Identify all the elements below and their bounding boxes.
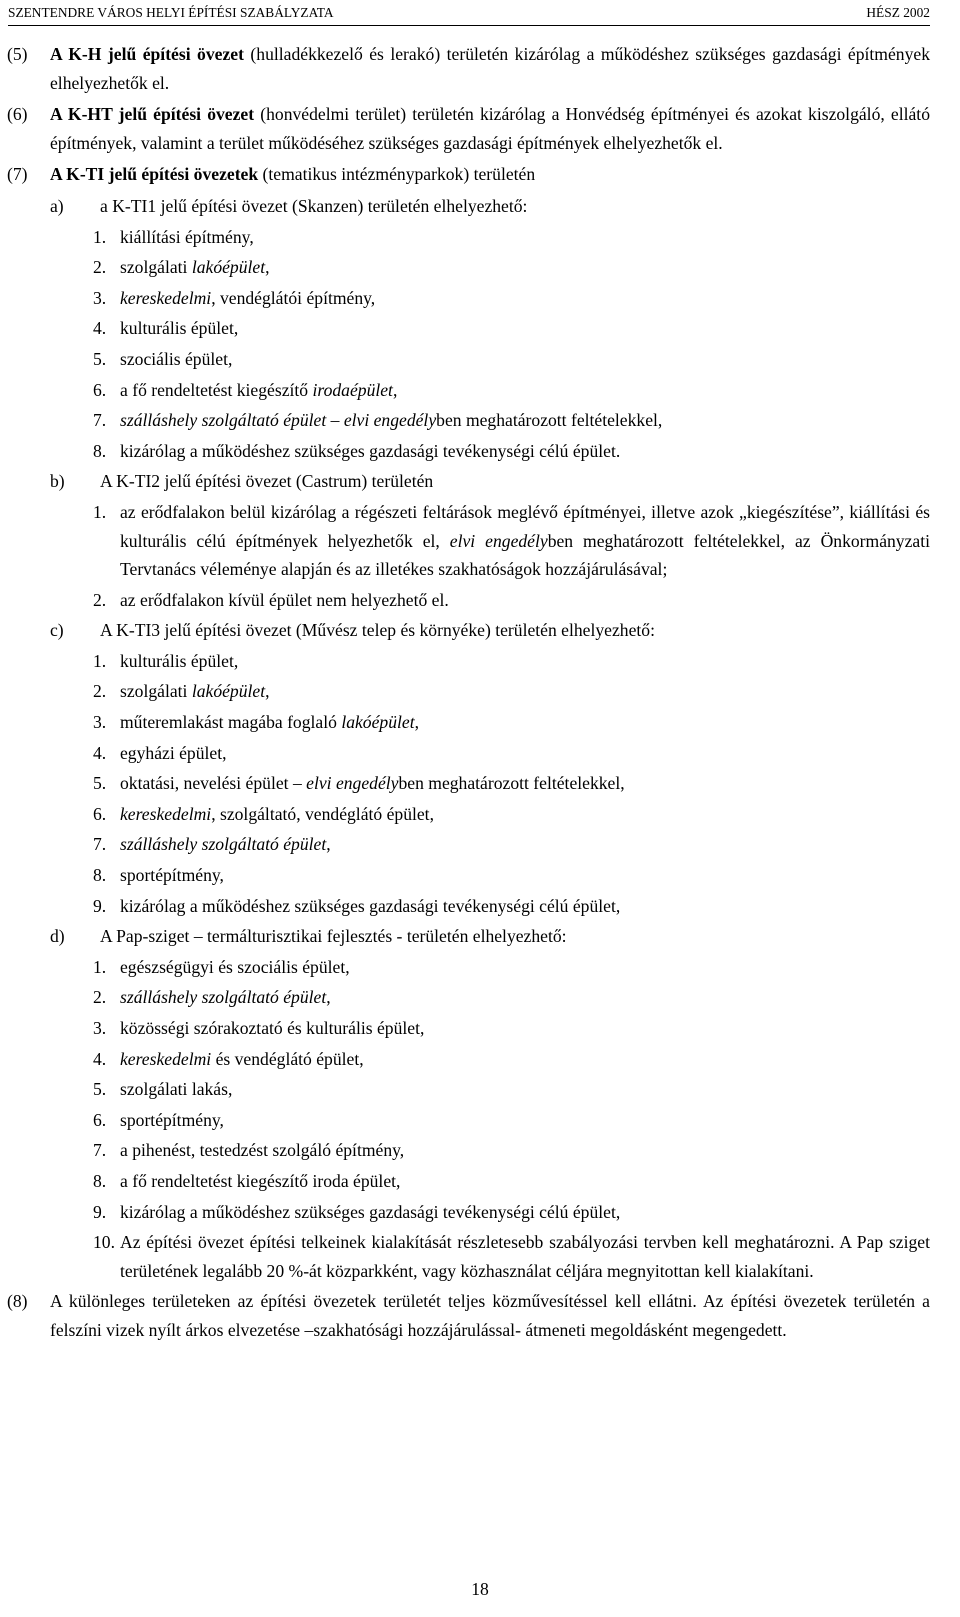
list-item [50, 892, 960, 921]
subsection-text: A K-TI3 jelű építési övezet (Művész telep és környéke) területén elhelyezhető: [100, 620, 655, 641]
paragraph-5 [0, 40, 930, 97]
item-text: , [265, 257, 270, 278]
item-number: 2. [93, 987, 107, 1008]
item-number: 3. [93, 287, 107, 308]
list-item [50, 983, 960, 1012]
item-text: a pihenést, testedzést szolgáló építmény, [120, 1140, 405, 1161]
list-item [50, 406, 960, 435]
item-number: 5. [93, 773, 107, 794]
item-text-italic: elvi engedély [449, 530, 548, 551]
item-number: 4. [93, 1048, 107, 1069]
item-text-italic: lakóépület [191, 257, 266, 278]
paragraph-text: A különleges területeken az építési övezetek területét teljes közművesítéssel kell ellátni. Az építési övezetek területén a felszíni vizek nyílt árkos elvezetése –szakhatósági hozzájárulással- átmeneti megoldásként megengedett. [50, 1291, 930, 1340]
list-item [50, 253, 960, 282]
item-text: kizárólag a működéshez szükséges gazdasági tevékenységi célú épület, [120, 1201, 621, 1222]
item-number: 1. [93, 956, 107, 977]
item-number: 8. [93, 865, 107, 886]
item-number: 4. [93, 318, 107, 339]
list-item [50, 345, 960, 374]
item-number: 4. [93, 742, 107, 763]
list-item [50, 1014, 960, 1043]
paragraph-number: (6) [7, 104, 28, 125]
item-number: 6. [93, 379, 107, 400]
item-text: , [265, 681, 270, 702]
item-number: 5. [93, 1079, 107, 1100]
list-item [50, 708, 960, 737]
item-number: 6. [93, 803, 107, 824]
item-text: kizárólag a működéshez szükséges gazdasági tevékenységi célú épület, [120, 895, 621, 916]
list-item [50, 1167, 960, 1196]
list-item [50, 677, 960, 706]
paragraph-text: (honvédelmi terület) területén kizárólag a Honvédség építményei és azokat kiszolgáló, ellátó építmények, valamint a terület működéséhez szükséges gazdasági építmények elhelyezhetők el. [50, 104, 930, 153]
item-text: kulturális épület, [120, 650, 239, 671]
list-d [0, 953, 960, 1226]
list-item [50, 498, 930, 584]
item-number: 8. [93, 1170, 107, 1191]
item-text: egyházi épület, [120, 742, 227, 763]
item-number: 10. [93, 1232, 115, 1253]
paragraph-8 [0, 1287, 930, 1344]
item-text: ben meghatározott feltételekkel, [398, 773, 625, 794]
subsection-label: a) [50, 195, 64, 216]
item-text: , [392, 379, 398, 400]
item-number: 5. [93, 348, 107, 369]
list-item [50, 830, 960, 859]
item-text: sportépítmény, [120, 1109, 224, 1130]
item-text-italic: lakóépület [191, 681, 266, 702]
list-item [50, 953, 960, 982]
item-text-italic: irodaépület [312, 379, 393, 400]
list-item [50, 437, 960, 466]
item-text: közösségi szórakoztató és kulturális épület, [120, 1018, 425, 1038]
list-item [50, 1106, 960, 1135]
item-text: és vendéglátó épület, [211, 1048, 364, 1069]
item-text: szolgálati [120, 257, 192, 278]
item-text: , [414, 712, 419, 733]
list-d-tail [0, 1228, 960, 1285]
item-text: , szolgáltató, vendéglátó épület, [211, 803, 434, 824]
item-text: szociális épület, [120, 348, 233, 369]
item-text: sportépítmény, [120, 865, 224, 886]
item-text: kizárólag a működéshez szükséges gazdasági tevékenységi célú épület. [120, 440, 621, 461]
item-text-italic: szálláshely szolgáltató épület – elvi engedély [120, 410, 437, 431]
header-title: SZENTENDRE VÁROS HELYI ÉPÍTÉSI SZABÁLYZATA [8, 5, 334, 20]
item-text-italic: lakóépület [341, 712, 415, 733]
item-number: 1. [93, 226, 107, 247]
paragraph-bold-lead: A K-TI jelű építési övezetek [50, 164, 259, 185]
subsection-a [0, 192, 930, 221]
list-item [50, 739, 960, 768]
paragraph-6 [0, 100, 930, 157]
paragraph-number: (8) [7, 1291, 28, 1312]
item-text: műteremlakást magába foglaló [120, 712, 342, 733]
subsection-label: c) [50, 620, 64, 641]
list-item [50, 284, 960, 313]
item-text-italic: kereskedelmi [120, 803, 212, 824]
item-text: kulturális épület, [120, 318, 239, 339]
list-a [0, 223, 960, 466]
item-text-italic: kereskedelmi [120, 1048, 212, 1069]
list-item [50, 314, 960, 343]
item-text-italic: kereskedelmi [120, 287, 212, 308]
item-text-italic: elvi engedély [306, 773, 399, 794]
item-number: 6. [93, 1109, 107, 1130]
paragraph-number: (5) [7, 44, 28, 64]
paragraph-bold-lead: A K-HT jelű építési övezet [50, 104, 255, 125]
list-c [0, 647, 960, 920]
list-item [50, 1228, 930, 1285]
list-item [50, 1198, 960, 1227]
item-number: 7. [93, 834, 107, 855]
item-text: , [326, 834, 331, 855]
list-item [50, 586, 960, 615]
item-number: 2. [93, 257, 107, 278]
item-text: oktatási, nevelési épület – [120, 773, 307, 794]
item-number: 3. [93, 1018, 107, 1038]
item-text: Az építési övezet építési telkeinek kialakítását részletesebb szabályozási tervben kell meghatározni. A Pap sziget területének legalább 20 %-át közparkként, vagy közhasználat céljára megnyitottan kell kialakítani. [120, 1232, 930, 1281]
subsection-c [0, 616, 930, 645]
item-text: , vendéglátói építmény, [211, 287, 376, 308]
paragraph-text: (hulladékkezelő és lerakó) területén kizárólag a működéshez szükséges gazdasági építmények elhelyezhetők el. [50, 44, 930, 93]
subsection-label: b) [50, 471, 65, 492]
subsection-text: A Pap-sziget – termálturisztikai fejlesztés - területén elhelyezhető: [100, 926, 567, 947]
item-text: kiállítási építmény, [120, 226, 254, 247]
item-text: ben meghatározott feltételekkel, [436, 410, 663, 431]
list-item [50, 861, 960, 890]
item-text: , [326, 987, 331, 1008]
paragraph-text: (tematikus intézményparkok) területén [258, 164, 536, 185]
item-number: 9. [93, 1201, 107, 1222]
list-item [50, 1136, 960, 1165]
item-number: 2. [93, 589, 107, 610]
item-text: ben meghatározott feltételekkel, az Önkormányzati Tervtanács véleménye alapján és az illetékes szakhatóságok hozzájárulásával; [120, 530, 931, 580]
paragraph-number: (7) [7, 164, 28, 185]
item-number: 1. [93, 650, 107, 671]
subsection-text: a K-TI1 jelű építési övezet (Skanzen) területén elhelyezhető: [100, 195, 528, 216]
subsection-b [0, 467, 930, 496]
item-text: az erődfalakon belül kizárólag a régészeti feltárások meglévő építményei, illetve azok „kiegészítése”, kiállítási és kulturális célú építmények helyezhetők el, [120, 501, 930, 551]
item-number: 7. [93, 1140, 107, 1161]
list-item [50, 223, 960, 252]
item-number: 9. [93, 895, 107, 916]
page-number: 18 [471, 1579, 489, 1599]
paragraph-bold-lead: A K-H jelű építési övezet [50, 44, 244, 64]
item-text: a fő rendeltetést kiegészítő [120, 379, 313, 400]
subsection-text: A K-TI2 jelű építési övezet (Castrum) területén [100, 471, 434, 492]
item-text: a fő rendeltetést kiegészítő iroda épület, [120, 1170, 401, 1191]
item-number: 2. [93, 681, 107, 702]
list-item [50, 800, 960, 829]
list-item [50, 647, 960, 676]
item-number: 3. [93, 712, 107, 733]
item-number: 7. [93, 410, 107, 431]
page-header [8, 0, 930, 26]
item-text: szolgálati lakás, [120, 1079, 233, 1100]
item-number: 1. [93, 501, 107, 522]
paragraph-7 [0, 160, 930, 189]
list-item [50, 769, 960, 798]
item-text: szolgálati [120, 681, 192, 702]
header-code: HÉSZ 2002 [866, 5, 930, 20]
item-number: 8. [93, 440, 107, 461]
item-text: az erődfalakon kívül épület nem helyezhető el. [120, 589, 449, 610]
document-body [0, 40, 960, 1348]
list-item [50, 1075, 960, 1104]
item-text: egészségügyi és szociális épület, [120, 956, 350, 977]
item-text-italic: szálláshely szolgáltató épület [120, 834, 327, 855]
list-item [50, 1045, 960, 1074]
item-text-italic: szálláshely szolgáltató épület [120, 987, 327, 1008]
subsection-d [0, 922, 930, 951]
subsection-label: d) [50, 926, 65, 947]
list-b [0, 498, 960, 614]
list-item [50, 376, 960, 405]
